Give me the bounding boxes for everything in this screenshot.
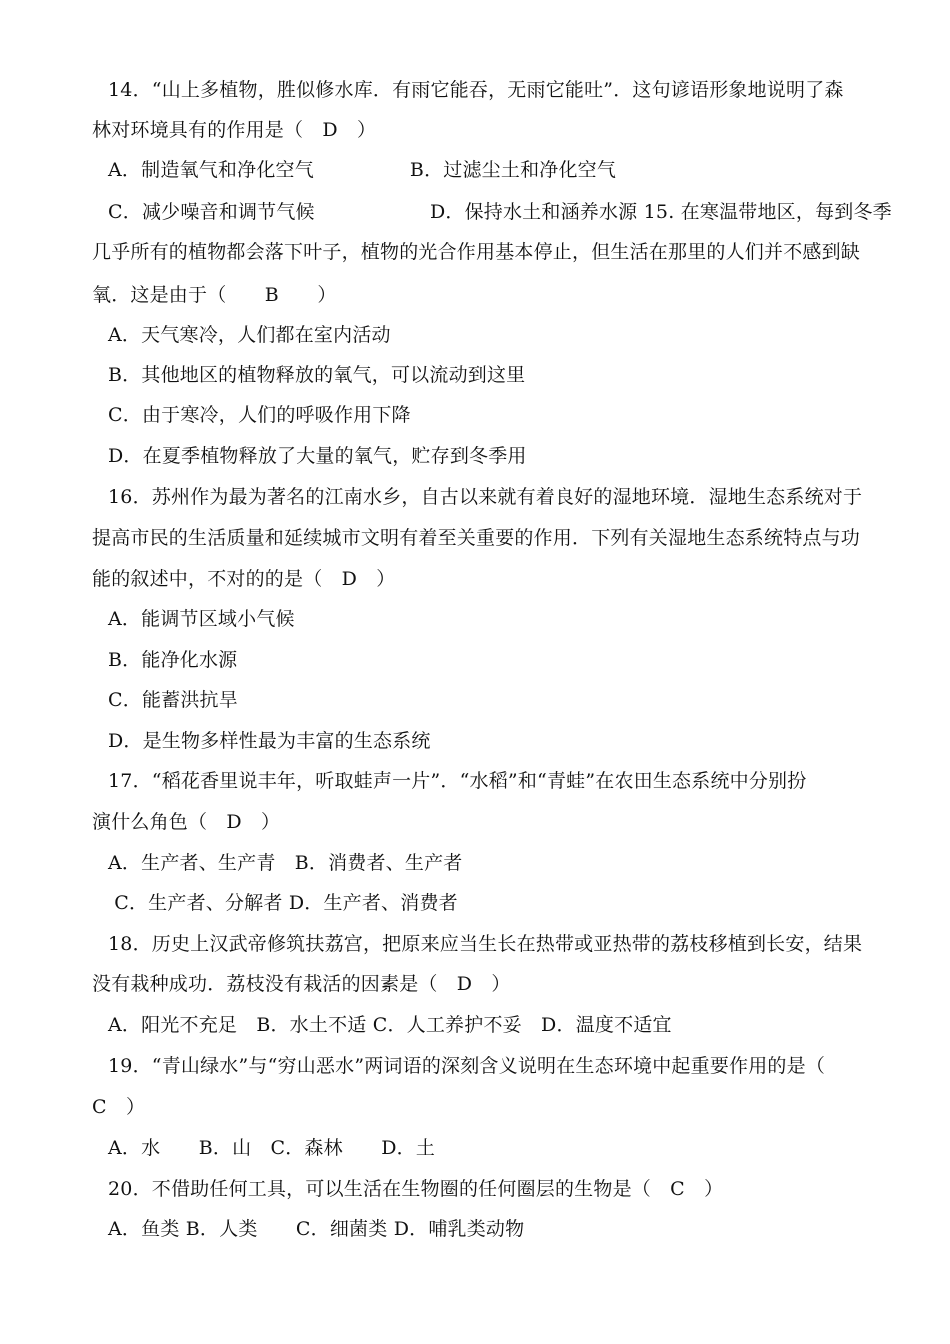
q16-stem-line-2: 提高市民的生活质量和延续城市文明有着至关重要的作用．下列有关湿地生态系统特点与功 [92, 527, 861, 549]
q14-stem-line-1: 14．“山上多植物，胜似修水库．有雨它能吞，无雨它能吐”．这句谚语形象地说明了森 [108, 79, 844, 101]
q17-stem-line-2: 演什么角色（ D ） [92, 811, 281, 833]
q14-stem-line-2: 林对环境具有的作用是（ D ） [92, 119, 377, 141]
q18-stem-line-1: 18．历史上汉武帝修筑扶荔宫，把原来应当生长在热带或亚热带的荔枝移植到长安，结果 [108, 933, 863, 955]
q16-stem-line-3: 能的叙述中，不对的的是（ D ） [92, 568, 396, 590]
q15-stem-line-2: 几乎所有的植物都会落下叶子，植物的光合作用基本停止，但生活在那里的人们并不感到缺 [92, 241, 861, 263]
q19-stem-line-1: 19．“青山绿水”与“穷山恶水”两词语的深刻含义说明在生态环境中起重要作用的是（ [108, 1055, 826, 1077]
q17-options-ab: A．生产者、生产青 B．消费者、生产者 [108, 852, 463, 874]
q17-options-cd: C．生产者、分解者 D．生产者、消费者 [108, 892, 458, 914]
q20-options: A．鱼类 B．人类 C．细菌类 D．哺乳类动物 [108, 1218, 525, 1240]
q15-option-d: D．在夏季植物释放了大量的氧气，贮存到冬季用 [108, 445, 527, 467]
q16-option-d: D．是生物多样性最为丰富的生态系统 [108, 730, 431, 752]
q18-options: A．阳光不充足 B．水土不适 C．人工养护不妥 D．温度不适宜 [108, 1014, 672, 1036]
q18-stem-line-2: 没有栽种成功．荔枝没有栽活的因素是（ D ） [92, 973, 511, 995]
q20-stem: 20．不借助任何工具，可以生活在生物圈的任何圈层的生物是（ C ） [108, 1178, 724, 1200]
q14-options-ab: A．制造氧气和净化空气 B．过滤尘土和净化空气 [108, 159, 617, 181]
q19-options: A．水 B．山 C．森林 D．土 [108, 1137, 436, 1159]
q15-option-c: C．由于寒冷，人们的呼吸作用下降 [108, 404, 411, 426]
q15-stem-line-3: 氧．这是由于（ B ） [92, 284, 337, 306]
q17-stem-line-1: 17．“稻花香里说丰年，听取蛙声一片”．“水稻”和“青蛙”在农田生态系统中分别扮 [108, 770, 807, 792]
q19-stem-line-2: C ） [92, 1096, 146, 1118]
q16-option-b: B．能净化水源 [108, 649, 238, 671]
q15-option-a: A．天气寒冷，人们都在室内活动 [108, 324, 391, 346]
q14-options-cd-q15-start: C．减少噪音和调节气候 D．保持水土和涵养水源 15. 在寒温带地区，每到冬季 [108, 201, 892, 223]
q16-stem-line-1: 16．苏州作为最为著名的江南水乡，自古以来就有着良好的湿地环境．湿地生态系统对于 [108, 486, 863, 508]
q16-option-a: A．能调节区域小气候 [108, 608, 295, 630]
q15-option-b: B．其他地区的植物释放的氧气，可以流动到这里 [108, 364, 526, 386]
q16-option-c: C．能蓄洪抗旱 [108, 689, 238, 711]
